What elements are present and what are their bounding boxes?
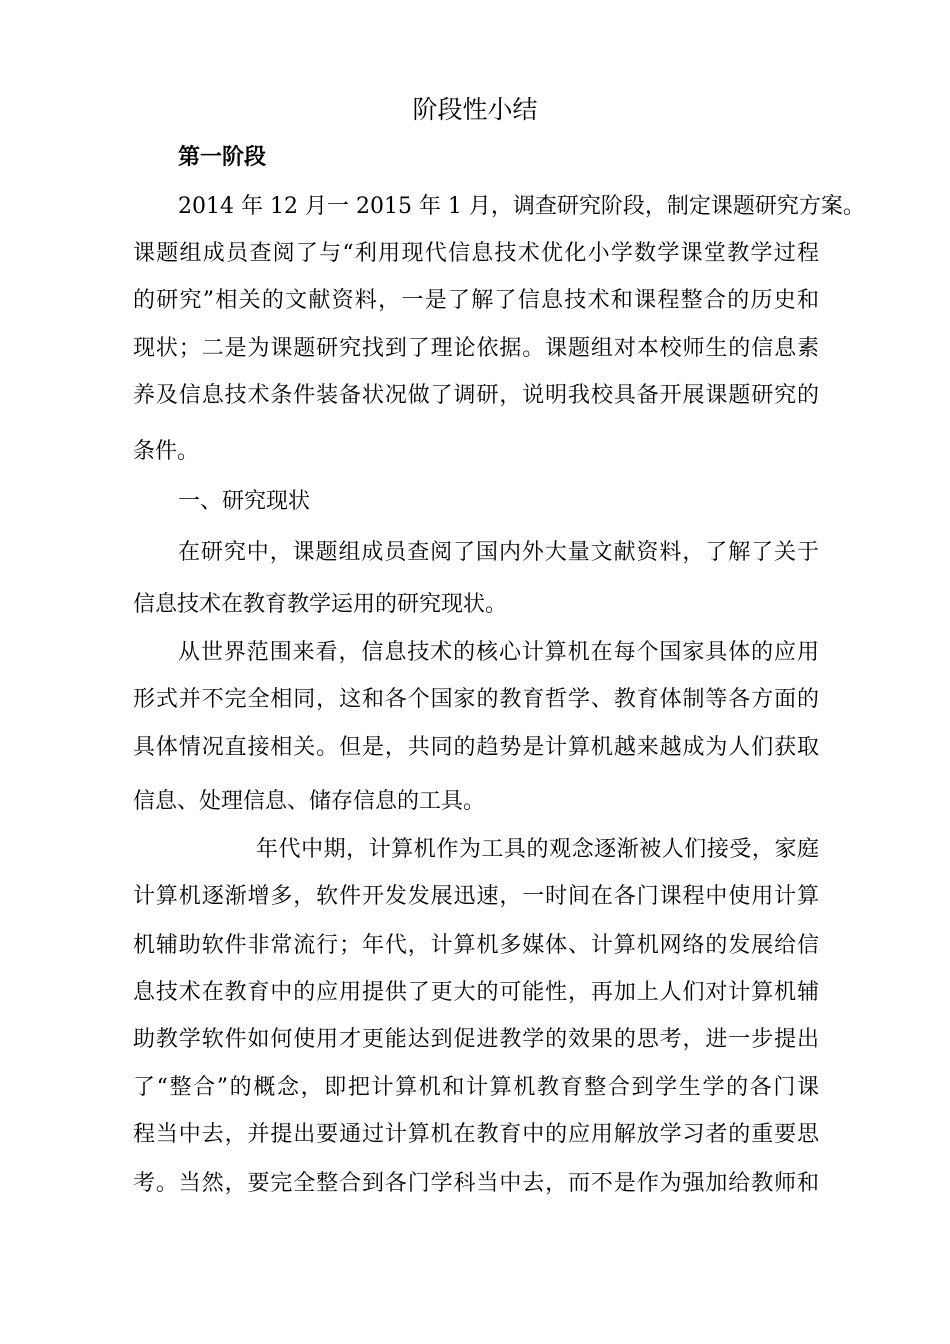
subsection-heading: 一、研究现状 xyxy=(178,489,311,514)
paragraph-line: 养及信息技术条件装备状况做了调研，说明我校具备开展课题研究的 xyxy=(133,383,819,408)
paragraph-line: 考。当然，要完全整合到各门学科当中去，而不是作为强加给教师和 xyxy=(133,1171,819,1196)
paragraph-line: 形式并不完全相同，这和各个国家的教育哲学、教育体制等各方面的 xyxy=(133,687,819,712)
paragraph-line: 息技术在教育中的应用提供了更大的可能性，再加上人们对计算机辅 xyxy=(133,980,819,1005)
paragraph-line: 条件。 xyxy=(133,439,200,464)
paragraph-line: 的研究”相关的文献资料，一是了解了信息技术和课程整合的历史和 xyxy=(133,288,819,313)
paragraph-line: 计算机逐渐增多，软件开发发展迅速，一时间在各门课程中使用计算 xyxy=(133,884,819,909)
paragraph-line: 年代中期，计算机作为工具的观念逐渐被人们接受，家庭 xyxy=(256,837,819,862)
section-heading: 第一阶段 xyxy=(178,145,267,170)
paragraph-line: 程当中去，并提出要通过计算机在教育中的应用解放学习者的重要思 xyxy=(133,1122,819,1147)
paragraph-line: 机辅助软件非常流行；年代，计算机多媒体、计算机网络的发展给信 xyxy=(133,933,819,958)
paragraph-line: 信息技术在教育教学运用的研究现状。 xyxy=(133,592,508,617)
document-title: 阶段性小结 xyxy=(412,95,538,124)
paragraph-line: 现状；二是为课题研究找到了理论依据。课题组对本校师生的信息素 xyxy=(133,336,819,361)
paragraph-line: 了“整合”的概念，即把计算机和计算机教育整合到学生学的各门课 xyxy=(133,1075,819,1100)
paragraph-line: 在研究中，课题组成员查阅了国内外大量文献资料，了解了关于 xyxy=(178,540,819,565)
paragraph-line: 从世界范围来看，信息技术的核心计算机在每个国家具体的应用 xyxy=(178,640,819,665)
paragraph-line: 课题组成员查阅了与“利用现代信息技术优化小学数学课堂教学过程 xyxy=(133,241,819,266)
paragraph-line: 助教学软件如何使用才更能达到促进教学的效果的思考，进一步提出 xyxy=(133,1027,819,1052)
paragraph-line: 2014 年 12 月一 2015 年 1 月，调查研究阶段，制定课题研究方案。 xyxy=(178,194,865,219)
paragraph-line: 信息、处理信息、储存信息的工具。 xyxy=(133,789,486,814)
paragraph-line: 具体情况直接相关。但是，共同的趋势是计算机越来越成为人们获取 xyxy=(133,735,819,760)
